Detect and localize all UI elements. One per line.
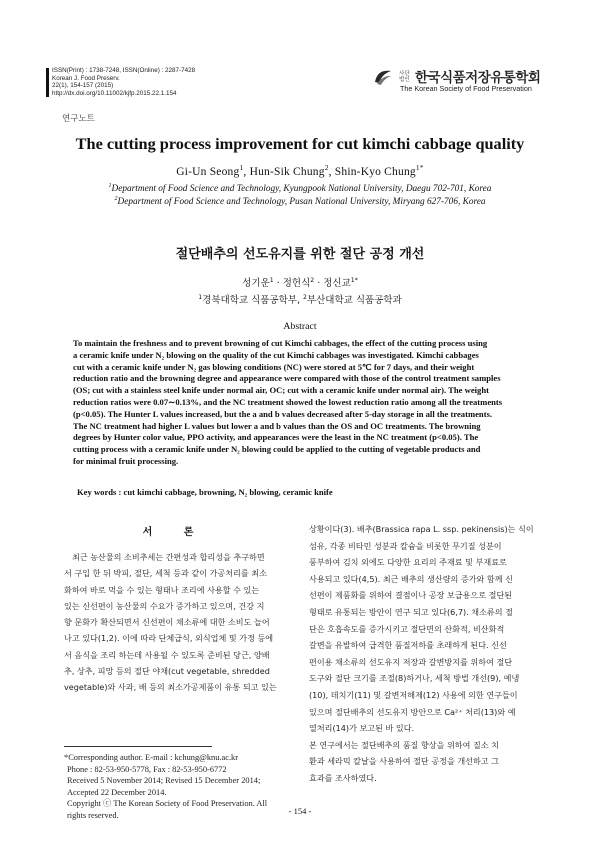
body-line: 갈변을 유발하여 급격한 품질저하를 초래하게 된다. 신선	[309, 640, 507, 651]
body-line: 서 구입 한 뒤 박피, 절단, 세척 등과 같이 가공처리를 최소	[64, 568, 267, 579]
header-rule	[46, 68, 49, 97]
body-line: 선편이 제품화를 위하여 결점이나 공장 보급용으로 절단된	[309, 590, 513, 601]
body-line: 향 문화가 확산되면서 신선편이 채소류에 대한 소비도 늘어	[64, 617, 270, 628]
footnote-accepted: Accepted 22 December 2014.	[67, 787, 167, 797]
keywords: Key words : cut kimchi cabbage, browning, N₂ blowing, ceramic knife	[77, 487, 333, 497]
abstract-line: The NC treatment had higher L values but lower a and b values than the OS and OC treatments. The browning	[73, 420, 481, 431]
abstract-line: degrees by Hunter color value, PPO activity, and appearances were the least in the NC treatment (p<0.05). The	[73, 432, 479, 443]
intro-heading: 서 론	[142, 527, 208, 538]
body-line: 도구와 절단 크기를 조절(8)하거나, 세척 방법 개선(9), 예냉	[309, 673, 520, 684]
body-line: 상황이다(3). 배추(Brassica rapa L. ssp. pekinensis)는 식이	[309, 524, 534, 534]
affiliation-english-1: $^1$Department of Food Science and Technology, Kyungpook National University, Daegu 702-701, Korea	[108, 182, 492, 194]
footnote-rights: rights reserved.	[67, 810, 119, 820]
body-line: 섬유, 각종 비타민 성분과 칼슘을 비롯한 무기질 성분이	[309, 540, 502, 551]
body-line: vegetable)와 사과, 배 등의 최소가공제품이 유통 되고 있는	[64, 682, 277, 693]
affiliation-korean: $^1$경북대학교 식품공학부, $^2$부산대학교 식품공학과	[198, 293, 402, 306]
abstract-line: a ceramic knife under N₂ blowing on the quality of the cut Kimchi cabbages was investigated. Kimchi cabbages	[73, 349, 479, 360]
abstract-line: cut with a ceramic knife under N₂ gas blowing conditions (NC) were stored at 5℃ for 7 days, and their weight	[73, 361, 475, 372]
society-korean-name: 한국식품저장유통학회	[415, 70, 541, 86]
abstract-line: To maintain the freshness and to prevent browning of cut Kimchi cabbages, the effect of the cutting process using	[73, 338, 488, 348]
abstract-line: for minimal fruit processing.	[73, 455, 179, 466]
society-emblem-icon	[373, 68, 393, 86]
affiliation-english-2: $^2$Department of Food Science and Technology, Pusan National University, Miryang 627-706, Korea	[114, 195, 486, 207]
header-volume: 22(1), 154-157 (2015)	[52, 82, 114, 90]
header-doi[interactable]: http://dx.doi.org/10.11002/kjfp.2015.22.1.154	[52, 89, 177, 97]
section-tag: 연구노트	[62, 114, 95, 124]
society-legal-tag: 사단 법인	[399, 71, 410, 83]
body-line: 서 음식을 조리 하는데 사용될 수 있도록 준비된 당근, 양배	[64, 649, 270, 660]
title-korean: 절단배추의 선도유지를 위한 절단 공정 개선	[175, 247, 425, 262]
authors-korean: 성기운$^1$ · 정헌식$^2$ · 정신교$^{1*}$	[242, 276, 358, 289]
footnote-phone: Phone : 82-53-950-5778, Fax : 82-53-950-6772	[67, 764, 227, 774]
body-line: 풍부하여 김치 외에도 다양한 요리의 주재료 및 부재료로	[309, 557, 507, 568]
body-line: 있으며 절단배추의 선도유지 방안으로 Ca²⁺ 처리(13)와 예	[309, 706, 516, 717]
body-right-column	[309, 521, 545, 787]
body-line: 본 연구에서는 절단배추의 품질 향상을 위하여 질소 치	[309, 739, 500, 750]
abstract-line: cutting process with a ceramic knife under N₂ blowing could be applied to the cutting of vegetable products and	[73, 444, 481, 455]
body-line: 열처리(14)가 보고된 바 있다.	[309, 723, 415, 734]
body-line: 나고 있다(1,2). 이에 따라 단체급식, 외식업체 및 가정 등에	[64, 633, 274, 644]
body-line: 환과 세라믹 칼날을 사용하여 절단 공정을 개선하고 그	[309, 756, 500, 767]
footnote-copyright: Copyright ⓒ The Korean Society of Food Preservation. All	[67, 799, 268, 808]
body-line: 최근 농산물의 소비추세는 간편성과 합리성을 추구하면	[72, 552, 265, 562]
body-line: 효과를 조사하였다.	[309, 772, 377, 783]
body-line: 사용되고 있다(4,5). 최근 배추의 생산량의 증가와 함께 신	[309, 573, 513, 584]
society-english-name: The Korean Society of Food Preservation	[400, 84, 532, 93]
page-number: - 154 -	[288, 806, 312, 816]
journal-header	[52, 67, 195, 97]
footnote-divider	[64, 746, 212, 747]
footnote-corresponding: *Corresponding author. E-mail : kchung@knu.ac.kr	[64, 753, 239, 762]
body-left-column	[64, 549, 286, 696]
abstract-heading: Abstract	[283, 321, 317, 332]
abstract-body	[73, 338, 529, 468]
body-line: 편이용 채소류의 선도유지 저장과 갈변방지를 위하여 절단	[309, 656, 513, 667]
body-line: 단은 호흡속도를 증가시키고 절단면의 산화적, 비산화적	[309, 623, 505, 634]
abstract-line: (OS; cut with a stainless steel knife under normal air, OC; cut with a ceramic knife under normal air). The weight	[73, 385, 489, 396]
body-line: 추, 상추, 피망 등의 절단 야채(cut vegetable, shredded	[64, 666, 270, 677]
abstract-line: reduction ratio and the browning degree and appearance were compared with those of the control treatment samples	[73, 373, 501, 384]
abstract-line: reduction ratios were 0.07∼0.13%, and the NC treatment showed the lowest reduction ratio among all the treatments	[73, 396, 503, 407]
authors-english: Gi-Un Seong$^1$, Hun-Sik Chung$^2$, Shin-Kyo Chung$^{1*}$	[176, 163, 424, 178]
footnote-received: Received 5 November 2014; Revised 15 December 2014;	[67, 776, 261, 785]
body-line: 화하여 바로 먹을 수 있는 형태나 조리에 사용할 수 있는	[64, 584, 260, 595]
header-journal: Korean J. Food Preserv.	[52, 74, 120, 82]
abstract-line: (p<0.05). The Hunter L values increased, but the a and b values decreased after 5-day storage in all the treatments.	[73, 408, 493, 419]
society-logo	[373, 66, 553, 96]
body-line: (10), 데치기(11) 및 갈변저해제(12) 사용에 의한 연구들이	[309, 689, 518, 700]
body-line: 형태로 유통되는 방안이 연구 되고 있다(6,7). 채소류의 절	[309, 606, 513, 617]
header-issn: ISSN(Print) : 1738-7248, ISSN(Online) : 2287-7428	[52, 67, 196, 74]
title-english: The cutting process improvement for cut kimchi cabbage quality	[75, 134, 525, 153]
body-line: 있는 신선편이 농산물의 수요가 증가하고 있으며, 건강 지	[64, 600, 265, 611]
